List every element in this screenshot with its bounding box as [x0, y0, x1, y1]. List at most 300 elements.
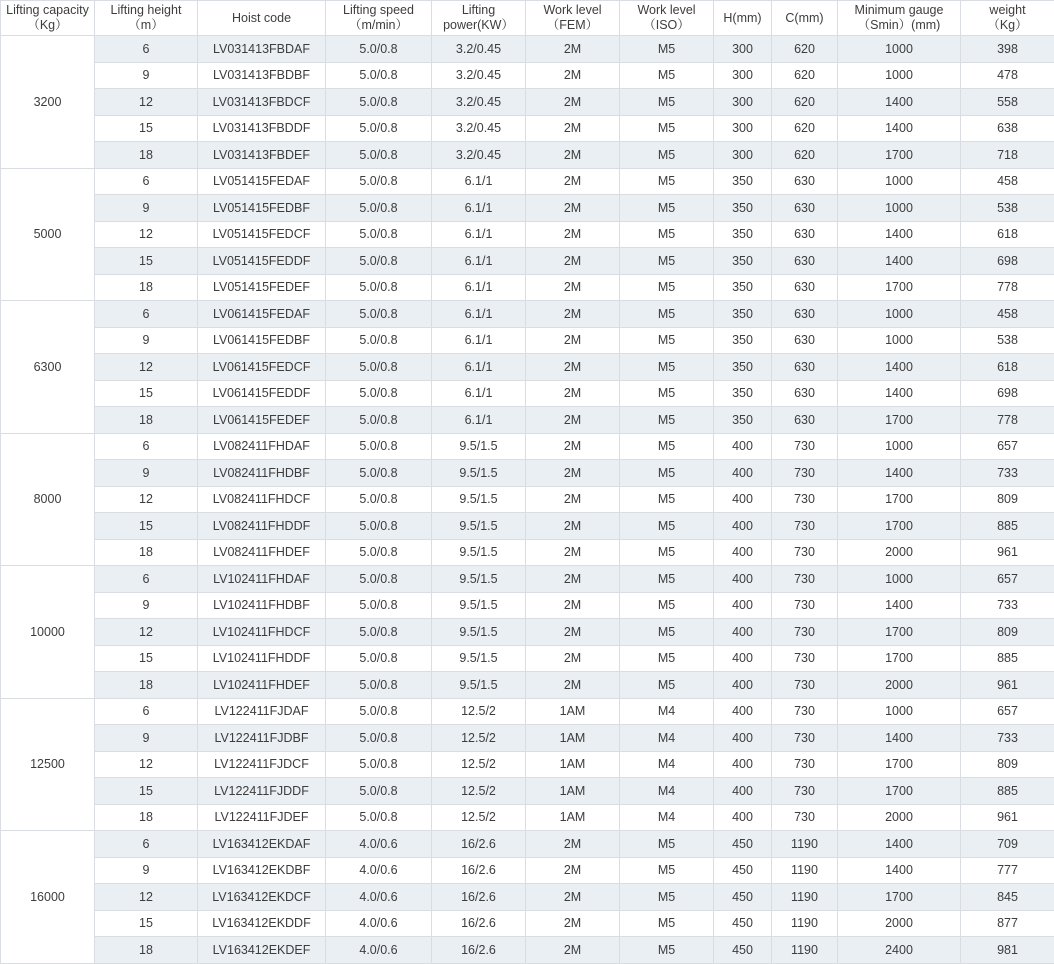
table-cell: 2M — [526, 195, 620, 222]
column-header-line: Hoist code — [198, 11, 325, 26]
table-row — [1, 566, 1054, 593]
table-row — [1, 168, 1054, 195]
table-cell: 1700 — [838, 645, 961, 672]
table-cell: 9.5/1.5 — [432, 645, 526, 672]
table-cell: LV051415FEDAF — [198, 168, 326, 195]
table-cell: 698 — [961, 248, 1054, 275]
table-cell: 16/2.6 — [432, 857, 526, 884]
table-cell: 5.0/0.8 — [326, 433, 432, 460]
column-header-6 — [620, 1, 714, 36]
table-cell: 5.0/0.8 — [326, 301, 432, 328]
table-cell: LV051415FEDCF — [198, 221, 326, 248]
table-cell: 730 — [772, 725, 838, 752]
table-cell: 5.0/0.8 — [326, 645, 432, 672]
table-cell: 12.5/2 — [432, 778, 526, 805]
table-cell: LV061415FEDAF — [198, 301, 326, 328]
table-cell: 538 — [961, 195, 1054, 222]
table-row — [1, 672, 1054, 699]
table-cell: LV163412EKDAF — [198, 831, 326, 858]
table-cell: LV163412EKDBF — [198, 857, 326, 884]
table-cell: 6 — [95, 168, 198, 195]
table-cell: M5 — [620, 380, 714, 407]
table-cell: LV102411FHDEF — [198, 672, 326, 699]
table-cell: 2M — [526, 168, 620, 195]
table-cell: 1AM — [526, 725, 620, 752]
table-cell: 2M — [526, 884, 620, 911]
table-cell: 1400 — [838, 857, 961, 884]
table-cell: 1000 — [838, 62, 961, 89]
table-cell: LV122411FJDEF — [198, 804, 326, 831]
table-cell: M5 — [620, 619, 714, 646]
table-cell: 618 — [961, 354, 1054, 381]
table-cell: M4 — [620, 804, 714, 831]
table-row — [1, 248, 1054, 275]
table-cell: M5 — [620, 672, 714, 699]
table-cell: LV163412EKDCF — [198, 884, 326, 911]
table-cell: 5.0/0.8 — [326, 36, 432, 63]
table-row — [1, 407, 1054, 434]
table-cell: 2M — [526, 274, 620, 301]
table-row — [1, 433, 1054, 460]
table-cell: M5 — [620, 142, 714, 169]
table-cell: 885 — [961, 778, 1054, 805]
table-cell: 1400 — [838, 89, 961, 116]
table-cell: 961 — [961, 539, 1054, 566]
table-cell: 5.0/0.8 — [326, 619, 432, 646]
table-cell: M5 — [620, 513, 714, 540]
table-cell: LV122411FJDCF — [198, 751, 326, 778]
table-row — [1, 195, 1054, 222]
table-cell: M5 — [620, 645, 714, 672]
table-cell: 1700 — [838, 407, 961, 434]
table-cell: 730 — [772, 698, 838, 725]
table-cell: 2M — [526, 433, 620, 460]
table-cell: M5 — [620, 195, 714, 222]
column-header-2 — [198, 1, 326, 36]
column-header-line: Minimum gauge — [838, 3, 960, 18]
table-body — [1, 36, 1054, 964]
table-cell: 1700 — [838, 486, 961, 513]
table-cell: 1700 — [838, 778, 961, 805]
table-cell: 5.0/0.8 — [326, 248, 432, 275]
table-cell: 1400 — [838, 354, 961, 381]
column-header-9 — [838, 1, 961, 36]
table-cell: 3.2/0.45 — [432, 115, 526, 142]
table-cell: 12 — [95, 221, 198, 248]
table-cell: 9.5/1.5 — [432, 619, 526, 646]
table-cell: 4.0/0.6 — [326, 910, 432, 937]
column-header-line: （m） — [95, 18, 197, 33]
table-cell: 350 — [714, 407, 772, 434]
table-cell: 9 — [95, 592, 198, 619]
table-cell: 5.0/0.8 — [326, 672, 432, 699]
table-cell: 1000 — [838, 301, 961, 328]
table-row — [1, 884, 1054, 911]
table-cell: 5.0/0.8 — [326, 221, 432, 248]
table-cell: 5.0/0.8 — [326, 804, 432, 831]
table-cell: 620 — [772, 62, 838, 89]
column-header-line: C(mm) — [772, 11, 837, 26]
table-cell: 5.0/0.8 — [326, 778, 432, 805]
table-cell: 1400 — [838, 592, 961, 619]
table-cell: 400 — [714, 460, 772, 487]
table-cell: 809 — [961, 751, 1054, 778]
table-row — [1, 804, 1054, 831]
table-cell: 400 — [714, 539, 772, 566]
table-row — [1, 274, 1054, 301]
table-cell: 16/2.6 — [432, 831, 526, 858]
table-cell: 4.0/0.6 — [326, 937, 432, 964]
table-cell: 1700 — [838, 751, 961, 778]
table-cell: 845 — [961, 884, 1054, 911]
table-cell: 733 — [961, 460, 1054, 487]
table-cell: 2M — [526, 645, 620, 672]
table-cell: 2M — [526, 142, 620, 169]
table-cell: LV102411FHDCF — [198, 619, 326, 646]
table-cell: 558 — [961, 89, 1054, 116]
table-cell: 350 — [714, 274, 772, 301]
table-cell: 18 — [95, 937, 198, 964]
table-cell: 300 — [714, 142, 772, 169]
table-cell: 5.0/0.8 — [326, 89, 432, 116]
table-cell: 4.0/0.6 — [326, 857, 432, 884]
table-cell: 2M — [526, 407, 620, 434]
table-cell: 9 — [95, 725, 198, 752]
table-cell: LV061415FEDCF — [198, 354, 326, 381]
table-cell: 630 — [772, 354, 838, 381]
table-cell: 400 — [714, 751, 772, 778]
table-cell: 6 — [95, 566, 198, 593]
table-cell: M5 — [620, 168, 714, 195]
table-cell: 5.0/0.8 — [326, 725, 432, 752]
table-cell: 400 — [714, 698, 772, 725]
table-cell: 400 — [714, 486, 772, 513]
table-cell: 12 — [95, 486, 198, 513]
table-cell: 1AM — [526, 804, 620, 831]
table-cell: 9 — [95, 460, 198, 487]
table-row — [1, 115, 1054, 142]
table-cell: M5 — [620, 115, 714, 142]
table-cell: 18 — [95, 539, 198, 566]
table-cell: 630 — [772, 248, 838, 275]
table-cell: 12 — [95, 884, 198, 911]
table-cell: 6 — [95, 36, 198, 63]
table-cell: 400 — [714, 725, 772, 752]
table-cell: M4 — [620, 751, 714, 778]
table-row — [1, 645, 1054, 672]
table-cell: M5 — [620, 566, 714, 593]
table-cell: 9.5/1.5 — [432, 513, 526, 540]
table-cell: 9.5/1.5 — [432, 539, 526, 566]
table-cell: LV163412EKDEF — [198, 937, 326, 964]
table-cell: 657 — [961, 698, 1054, 725]
table-cell: 1400 — [838, 380, 961, 407]
table-cell: M4 — [620, 725, 714, 752]
table-cell: M5 — [620, 301, 714, 328]
table-cell: 2M — [526, 592, 620, 619]
table-row — [1, 725, 1054, 752]
table-cell: 2M — [526, 36, 620, 63]
table-cell: 6 — [95, 433, 198, 460]
table-cell: 3.2/0.45 — [432, 62, 526, 89]
table-cell: 15 — [95, 910, 198, 937]
table-cell: 730 — [772, 672, 838, 699]
table-cell: 9.5/1.5 — [432, 566, 526, 593]
column-header-7 — [714, 1, 772, 36]
table-cell: LV102411FHDBF — [198, 592, 326, 619]
column-header-0 — [1, 1, 95, 36]
table-row — [1, 486, 1054, 513]
table-cell: 1000 — [838, 36, 961, 63]
table-cell: 778 — [961, 407, 1054, 434]
table-cell: LV163412EKDDF — [198, 910, 326, 937]
table-cell: 300 — [714, 89, 772, 116]
table-cell: 2M — [526, 831, 620, 858]
table-cell: 630 — [772, 301, 838, 328]
column-header-line: Lifting capacity — [1, 3, 94, 18]
table-cell: 400 — [714, 592, 772, 619]
table-cell: M5 — [620, 486, 714, 513]
table-cell: 1000 — [838, 168, 961, 195]
table-cell: 1700 — [838, 884, 961, 911]
table-cell: 730 — [772, 592, 838, 619]
table-cell: 2M — [526, 248, 620, 275]
column-header-line: weight — [961, 3, 1054, 18]
lifting-capacity-cell: 6300 — [1, 301, 95, 434]
table-cell: 450 — [714, 831, 772, 858]
table-cell: 6.1/1 — [432, 274, 526, 301]
table-cell: 5.0/0.8 — [326, 513, 432, 540]
table-cell: 620 — [772, 36, 838, 63]
table-cell: LV051415FEDEF — [198, 274, 326, 301]
table-cell: 5.0/0.8 — [326, 274, 432, 301]
table-cell: 2M — [526, 672, 620, 699]
table-cell: 12.5/2 — [432, 725, 526, 752]
table-cell: 400 — [714, 433, 772, 460]
table-cell: 5.0/0.8 — [326, 142, 432, 169]
column-header-4 — [432, 1, 526, 36]
table-cell: 981 — [961, 937, 1054, 964]
table-cell: M5 — [620, 89, 714, 116]
table-cell: 620 — [772, 115, 838, 142]
table-cell: LV031413FBDEF — [198, 142, 326, 169]
table-cell: 2M — [526, 327, 620, 354]
table-row — [1, 142, 1054, 169]
column-header-line: （Kg） — [961, 18, 1054, 33]
table-cell: 1400 — [838, 460, 961, 487]
table-row — [1, 354, 1054, 381]
table-cell: 1190 — [772, 857, 838, 884]
table-cell: 6 — [95, 831, 198, 858]
table-cell: 630 — [772, 327, 838, 354]
table-cell: 2000 — [838, 539, 961, 566]
table-row — [1, 751, 1054, 778]
table-cell: 638 — [961, 115, 1054, 142]
table-cell: 450 — [714, 857, 772, 884]
column-header-line: Lifting — [432, 3, 525, 18]
table-cell: 5.0/0.8 — [326, 168, 432, 195]
table-cell: M5 — [620, 884, 714, 911]
table-row — [1, 36, 1054, 63]
table-cell: 1700 — [838, 513, 961, 540]
table-cell: 450 — [714, 937, 772, 964]
table-cell: LV082411FHDAF — [198, 433, 326, 460]
table-cell: 400 — [714, 619, 772, 646]
table-cell: 1700 — [838, 274, 961, 301]
table-cell: 3.2/0.45 — [432, 142, 526, 169]
table-cell: 1400 — [838, 725, 961, 752]
table-row — [1, 460, 1054, 487]
table-cell: 620 — [772, 89, 838, 116]
table-cell: 4.0/0.6 — [326, 884, 432, 911]
table-cell: 6.1/1 — [432, 380, 526, 407]
table-cell: 12.5/2 — [432, 698, 526, 725]
header-row — [1, 1, 1054, 36]
table-cell: LV061415FEDDF — [198, 380, 326, 407]
table-cell: 18 — [95, 672, 198, 699]
table-cell: 18 — [95, 142, 198, 169]
table-cell: 1400 — [838, 115, 961, 142]
table-cell: 2M — [526, 486, 620, 513]
table-cell: 730 — [772, 513, 838, 540]
column-header-5 — [526, 1, 620, 36]
table-cell: LV082411FHDBF — [198, 460, 326, 487]
table-cell: 1700 — [838, 619, 961, 646]
table-cell: 730 — [772, 566, 838, 593]
table-cell: 2M — [526, 380, 620, 407]
table-cell: 18 — [95, 407, 198, 434]
table-cell: 5.0/0.8 — [326, 539, 432, 566]
table-cell: LV051415FEDBF — [198, 195, 326, 222]
table-cell: 350 — [714, 327, 772, 354]
table-cell: 657 — [961, 433, 1054, 460]
table-cell: 350 — [714, 248, 772, 275]
table-cell: 458 — [961, 301, 1054, 328]
table-cell: 300 — [714, 36, 772, 63]
table-cell: 730 — [772, 460, 838, 487]
table-cell: LV122411FJDDF — [198, 778, 326, 805]
table-cell: 630 — [772, 380, 838, 407]
table-cell: 6.1/1 — [432, 195, 526, 222]
table-cell: 1AM — [526, 698, 620, 725]
table-cell: 15 — [95, 248, 198, 275]
table-row — [1, 380, 1054, 407]
table-cell: 400 — [714, 804, 772, 831]
table-cell: M5 — [620, 592, 714, 619]
table-cell: 1000 — [838, 327, 961, 354]
table-cell: 4.0/0.6 — [326, 831, 432, 858]
table-cell: LV082411FHDEF — [198, 539, 326, 566]
table-cell: LV061415FEDBF — [198, 327, 326, 354]
table-cell: 6.1/1 — [432, 327, 526, 354]
table-row — [1, 910, 1054, 937]
table-cell: 5.0/0.8 — [326, 327, 432, 354]
table-row — [1, 778, 1054, 805]
table-cell: LV122411FJDAF — [198, 698, 326, 725]
table-row — [1, 513, 1054, 540]
lifting-capacity-cell: 3200 — [1, 36, 95, 169]
table-cell: 2M — [526, 354, 620, 381]
table-cell: 1400 — [838, 248, 961, 275]
table-cell: M4 — [620, 778, 714, 805]
column-header-line: power(KW） — [432, 18, 525, 33]
table-cell: LV061415FEDEF — [198, 407, 326, 434]
table-cell: 6 — [95, 698, 198, 725]
table-cell: 6.1/1 — [432, 407, 526, 434]
table-cell: 9 — [95, 62, 198, 89]
table-cell: 350 — [714, 301, 772, 328]
table-cell: 400 — [714, 672, 772, 699]
column-header-line: Work level — [620, 3, 713, 18]
table-cell: 15 — [95, 115, 198, 142]
table-cell: 2M — [526, 857, 620, 884]
table-cell: M5 — [620, 460, 714, 487]
table-row — [1, 301, 1054, 328]
table-cell: 478 — [961, 62, 1054, 89]
table-cell: 5.0/0.8 — [326, 698, 432, 725]
table-cell: 630 — [772, 407, 838, 434]
table-cell: 1000 — [838, 195, 961, 222]
table-cell: M5 — [620, 62, 714, 89]
table-cell: 350 — [714, 168, 772, 195]
table-cell: 2400 — [838, 937, 961, 964]
table-cell: LV031413FBDDF — [198, 115, 326, 142]
table-cell: LV102411FHDDF — [198, 645, 326, 672]
table-cell: 2M — [526, 115, 620, 142]
table-cell: 777 — [961, 857, 1054, 884]
table-cell: 18 — [95, 804, 198, 831]
table-cell: 538 — [961, 327, 1054, 354]
column-header-10 — [961, 1, 1054, 36]
table-cell: 6.1/1 — [432, 301, 526, 328]
table-row — [1, 857, 1054, 884]
table-cell: 809 — [961, 619, 1054, 646]
table-cell: 12 — [95, 751, 198, 778]
table-cell: 5.0/0.8 — [326, 486, 432, 513]
table-cell: 16/2.6 — [432, 910, 526, 937]
column-header-line: （Kg） — [1, 18, 94, 33]
table-row — [1, 62, 1054, 89]
table-cell: 6.1/1 — [432, 168, 526, 195]
column-header-1 — [95, 1, 198, 36]
table-cell: 5.0/0.8 — [326, 62, 432, 89]
table-cell: LV082411FHDCF — [198, 486, 326, 513]
table-cell: LV051415FEDDF — [198, 248, 326, 275]
table-cell: LV031413FBDCF — [198, 89, 326, 116]
column-header-line: Work level — [526, 3, 619, 18]
table-cell: 1000 — [838, 698, 961, 725]
table-cell: 400 — [714, 645, 772, 672]
table-header — [1, 1, 1054, 36]
lifting-capacity-cell: 12500 — [1, 698, 95, 831]
table-cell: 2M — [526, 619, 620, 646]
lifting-capacity-cell: 5000 — [1, 168, 95, 301]
table-cell: 350 — [714, 221, 772, 248]
column-header-8 — [772, 1, 838, 36]
table-cell: M5 — [620, 937, 714, 964]
table-row — [1, 937, 1054, 964]
table-cell: 458 — [961, 168, 1054, 195]
table-cell: 885 — [961, 645, 1054, 672]
table-row — [1, 327, 1054, 354]
table-cell: 657 — [961, 566, 1054, 593]
table-cell: 1AM — [526, 778, 620, 805]
table-cell: 5.0/0.8 — [326, 751, 432, 778]
table-cell: 16/2.6 — [432, 937, 526, 964]
table-cell: 630 — [772, 168, 838, 195]
table-cell: 9.5/1.5 — [432, 672, 526, 699]
table-cell: 730 — [772, 433, 838, 460]
